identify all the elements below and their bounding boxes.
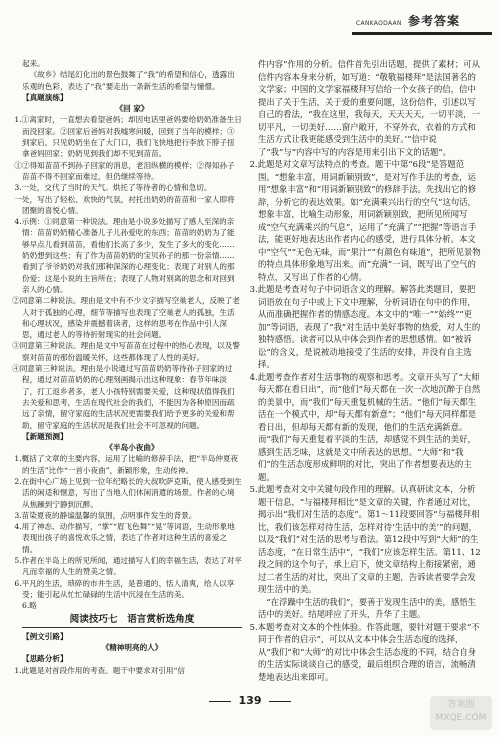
article-title: 《精神明亮的人》 [101, 643, 163, 653]
logo-chinese: 参考答案 [408, 14, 461, 28]
article-title: 《回 家》 [115, 104, 149, 114]
answer-item: 2.在街中心广场上见到一位年纪略长的大叔吹萨克斯，使人感受到生活的闲适和惬意，写出了当地人们休闲消遣的场景。作者的心境从焦躁到宁静到沉醉。 [14, 476, 242, 509]
left-column [12, 58, 242, 676]
answer-item: 5.作者在半岛上的所见所闻，通过描写人们的幸福生活，表达了对平凡而幸福的人生的赞美之情。 [14, 556, 242, 577]
watermark-line1: 答案圈 [447, 700, 475, 710]
section-heading: 【真题演练】 [22, 92, 68, 102]
answer-item: 5.此题考查对文中关键句段作用的理解。认真研读文本，分析题干信息，“与福楼拜相比”是文章的关键，作者通过对比，揭示出“我们对生活的态度”。第1～11段要回答“与福楼拜相比，我们该怎样对待生活，怎样对待‘生活中的美’”的问题，以及“我们”对生活的思考与看法。第12段中写到“大师”的生活态度，“在日常生活中”，“我们”应该怎样生活。第11、12段之间的这个句子，承上启下，使文章结构上衔接紧密，通过二者生活的对比，突出了文章的主题，告诉读者要学会发现生活中的美。 [249, 484, 481, 594]
answer-item: 4.示例：①同意第一种说法。理由是小说多处描写了感人至深的亲情：苗苗奶奶精心准备儿子儿孙爱吃的东西；苗苗的奶奶为了能够早点儿看到苗苗，看他们长高了多少，发生了多大的变化……奶奶想到这些；有了作为苗苗奶奶的宝贝孙子的那一份亲情……看到了爷爷奶奶对我们那种深深的心理变化；表现了对别人的那份爱；这是小说的主旨所在；表现了人物对别离的思念和对回到亲人的心情。 [14, 217, 235, 294]
page-number-dash [269, 701, 291, 702]
answer-item: 3.一处，交代了当时的天气。烘托了等待者的心情和急切。 [14, 183, 212, 193]
section-heading: 【思路分析】 [22, 654, 68, 664]
page-number-dash [209, 701, 231, 702]
answer-item: 6.略 [22, 601, 37, 611]
logo-english: CANKAODAAN [356, 20, 402, 27]
answer-item: 一处，写出了轻松、欢快的气氛，衬托出奶奶的苗苗和一家人即将团聚的喜悦心情。 [14, 194, 235, 215]
article-title: 《半岛小夜曲》 [105, 443, 159, 453]
answer-item: 1.此题是对首段作用的考查。题干中要求对引用“信 [14, 665, 185, 675]
answer-item: ③同意第三种说法。理由是文中写苗苗在过程中的热心表现，以及警察对苗苗的那份温暖关怀，这些都体现了人性的美好。 [12, 341, 240, 362]
answer-item: 1.①离家时，一直想去看望爸妈；却因电话里爸妈要给奶奶准备生日而没回家。②回家后爸妈对我嘘寒问暖，回到了当年的模样；③到家后，只见奶奶坐在了大门口，我们飞快地把行李放下脖子扭拿爸妈回家；奶奶见到我们却不见到苗苗。 [14, 115, 242, 159]
page-number [0, 694, 500, 707]
answer-item: 3.苗染夏夜的静谧温馨的氛围，点明事件发生的背景。 [14, 510, 197, 520]
answer-item: ④同意第三种说法。理由是小说通过写苗苗奶奶等待孙子回家的过程，通过对苗苗奶奶的心理刻画揭示出这种现象：春节年味淡了，打工返乡者多，老人小孩特别需要关爱，这种现状值得我们去关爱和思考，生活在现代社会的我们，不能因为各种原因而疏远了亲情，留守家庭的生活状况更需要我们给予更多的关爱和帮助，留守家庭的生活状况是我们社会不可忽视的问题。 [12, 364, 235, 430]
answer-item: 5.本题考查对文本的个性体验。作答此题，要针对题干要求“不同于作者的启示”，可以从文本中体会生活态度的选择，从“我们”和“大师”的对比中体会生活态度的不同，结合自身的生活实际谈谈自己的感受，最后组织合理的语言，流畅清楚地表达出来即可。 [249, 621, 480, 682]
chapter-rule [22, 627, 242, 628]
answer-item: ①②得知苗苗不到孙子回家的消息，老泪纵横的模样；②得知孙子苗苗不得不回家而难过，但仍继续等待。 [14, 160, 235, 181]
answer-item: 2.此题是对文章写法特点的考查。题干中第“6段”是答题范围。“想象丰富，用词新颖别致”，是对写作手法的考查，运用“想象丰富”和“用词新颖别致”的修辞手法。先找出它的修辞，分析它的表达效果。如“充满乘兴出行的空气”这句话，想象丰富，比喻生动形象，用词新颖别致，把所见所闻写成“空气充满乘兴的气息”，运用了“充满了”“把握”等语言手法，能更好地表达出作者内心的感受，进行具体分析。本文中“空气”“无色无味，而“果汁”“有颜色有味道”，把所见景物的特点具体形象地写出来。而“充满”一词，既写出了空气的特点，又写出了作者的心情。 [249, 159, 481, 282]
brand-logo [352, 6, 492, 40]
chapter-title [22, 614, 242, 628]
paragraph: 件内容”作用的分析。信件首先引出话题，提供了素材；可从信件内容本身来分析，如写道：“敬敬福楼拜”是法国著名的文学家；中国的文学家福楼拜写信给一个女孩子的信，信中提出了关于生活，关于爱的重要问题，这份信件，引述以写自己的看法，“我在这里，我每天，天天天天，一切平淡，一切平凡，一切美好……窗户敞开，不穿外衣，衣着的方式和生活方式让我更能感受到生活中的美好。’”信中说了“我”与“内容中写的内容是用来引出下文的话题”。 [258, 59, 481, 157]
answer-item: 1.概括了文章的主要内容，运用了比喻的修辞手法，把“半岛仲夏夜的生活”比作“一首小夜曲”，新颖形象，生动传神。 [14, 454, 239, 475]
paragraph: “在浮躁中生活的我们”，要善于发现生活中的美，感悟生活中的美好。结尾呼应了开头，升华了主题。 [258, 596, 476, 619]
paragraph: 《故乡》结尾幻化出的景色鼓舞了“我”的希望和信心，透露出乐观的色彩，表达了“我”要走出一条新生活的希望与憧憬。 [22, 70, 235, 91]
chapter-title-text: 阅读技巧七 语言赏析选角度 [69, 613, 195, 625]
right-column [249, 58, 482, 683]
section-heading: 【例文引路】 [22, 631, 68, 641]
watermark-logo [430, 696, 492, 730]
answer-item: 4.用了神态、动作描写，“掌”“眉飞色舞”“晃”等词语，生动形象地表现出孩子的喜悦欢乐之情，表达了作者对这种生活的喜爱之情。 [14, 522, 235, 554]
answer-item: 3.此题是考查对句子中词语含义的理解。解答此类题目，要把词语放在句子中或上下文中理解，分析词语在句中的作用，从而准确把握作者的情感态度。本文中的“唯一”“始终”“更加”等词语，表现了“我”对生活中美好事物的热爱，对人生的独特感悟。读者可以从中体会到作者的思想感情。如“被诉讼”的含义，是说被动地接受了生活的安排，并没有自主选择。 [249, 284, 481, 369]
section-heading: 【新题预测】 [22, 431, 68, 441]
text-line: 起来。 [22, 59, 45, 68]
page-number-text: 139 [238, 694, 262, 707]
answer-item: 4.此题考查作者对生活事物的观察和思考。文章开头写了“大师每天都在看日出”，而“他们”每天都在一次一次地沉醉于自然的美景中，而“我们”每天重复机械的生活。“他们”每天都生活在一个模式中，却“每天都有新意”；“他们”每天同样都是看日出，但却每天都有新的发现，他们的生活充满新意。而“我们”每天重复着平淡的生活，却感觉不到生活的美好，感到生活乏味，这就是文中所表达的思想。“大师”和“我们”的生活态度形成鲜明的对比，突出了作者想要表达的主题。 [249, 371, 481, 482]
watermark-line2: MXQE.COM [435, 713, 487, 723]
answer-item: ②同意第二种说法。理由是文中有不少文字描写空巢老人，反映了老人对于孤独的心理，细节等描写也表现了空巢老人的孤独，生活和心理状况，感染并震撼着读者，这样的思考在作品中引人深思，通过老人的等待折射现实的社会问题。 [12, 296, 240, 340]
logo-rule [352, 32, 492, 35]
answer-item: 6.平凡的生活，琐碎的市井生活，是普通的、恬人清爽，给人以享受；能引起从忙忙碌碌的生活中沉浸在生活的美。 [14, 578, 235, 599]
